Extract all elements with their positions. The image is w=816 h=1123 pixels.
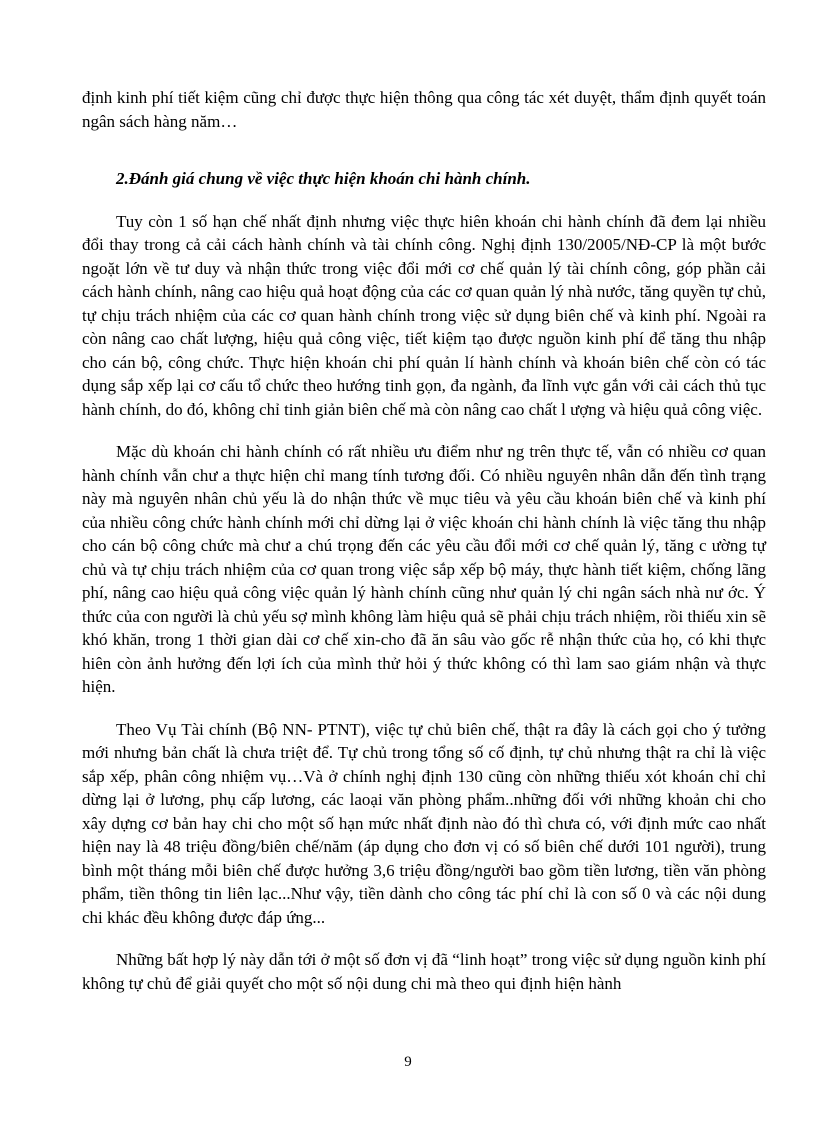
paragraph-4: Những bất hợp lý này dẫn tới ở một số đơn vị đã “linh hoạt” trong việc sử dụng nguồn kinh phí không tự chủ để giải quyết cho một số nội dung chi mà theo qui định hiện hành: [82, 950, 766, 993]
page-number: 9: [404, 1054, 412, 1070]
section-heading: 2.Đánh giá chung về việc thực hiện khoán chi hành chính.: [116, 169, 531, 188]
document-page: [82, 86, 766, 995]
paragraph-1: Tuy còn 1 số hạn chế nhất định nhưng việc thực hiên khoán chi hành chính đã đem lại nhiều đổi thay trong cả cải cách hành chính và tài chính công. Nghị định 130/2005/NĐ-CP là một bước ngoặt lớn về tư duy và nhận thức trong việc đổi mới cơ chế quản lý tài chính công, góp phần cải cách hành chính, nâng cao hiệu quả hoạt động của các cơ quan quản lý nhà nước, tăng quyền tự chủ, tự chịu trách nhiệm của các cơ quan hành chính trong việc sử dụng biên chế và kinh phí. Ngoài ra còn nâng cao chất lượng, hiệu quả công việc, tiết kiệm tạo được nguồn kinh phí để tăng thu nhập cho cán bộ, công chức. Thực hiện khoán chi phí quản lí hành chính và khoán biên chế còn có tác dụng sắp xếp lại cơ cấu tổ chức theo hướng tinh gọn, đa ngành, đa lĩnh vực gắn với cải cách thủ tục hành chính, do đó, không chỉ tinh giản biên chế mà còn nâng cao chất l ượng và hiệu quả công việc.: [82, 211, 766, 419]
paragraph-2: Mặc dù khoán chi hành chính có rất nhiều ưu điểm như ng trên thực tế, vẫn có nhiều cơ quan hành chính vẫn chư a thực hiện chỉ mang tính tương đối. Có nhiều nguyên nhân dẫn đến tình trạng này mà nguyên nhân chủ yếu là do nhận thức về mục tiêu và yêu cầu khoán biên chế và kinh phí của nhiều công chức hành chính mới chỉ dừng lại ở việc khoán chi hành chính là việc tăng thu nhập cho cán bộ công chức mà chư a chú trọng đến các yêu cầu đổi mới cơ chế quản lý, tăng c ường tự chủ và tự chịu trách nhiệm của cơ quan trong việc sắp xếp bộ máy, thực hành tiết kiệm, chống lãng phí, nâng cao hiệu quả công việc quản lý hành chính cũng như quản lý chi ngân sách nhà nư ớc. Ý thức của con người là chủ yếu sợ mình không làm hiệu quả sẽ phải chịu trách nhiệm, rồi thiếu xin sẽ khó khăn, trong 1 thời gian dài cơ chế xin-cho đã ăn sâu vào gốc rễ nhận thức của họ, có khi thực hiên còn ảnh hưởng đến lợi ích của mình thử hỏi ý thức không có thì lam sao giám nhận và thực hiện.: [82, 442, 766, 696]
paragraph-continuation: định kinh phí tiết kiệm cũng chỉ được thực hiện thông qua công tác xét duyệt, thẩm định quyết toán ngân sách hàng năm…: [82, 88, 766, 131]
paragraph-3: Theo Vụ Tài chính (Bộ NN- PTNT), việc tự chủ biên chế, thật ra đây là cách gọi cho ý tưởng mới nhưng bản chất là chưa triệt để. Tự chủ trong tổng số cố định, tự chủ nhưng thật ra chỉ là việc sắp xếp, phân công nhiệm vụ…Và ở chính nghị định 130 cũng còn những thiếu xót khoán chỉ chỉ dừng lại ở lương, phụ cấp lương, các laoại văn phòng phẩm..những đối với những khoản chi cho xây dựng cơ bản hay chi cho một số hạn mức nhất định nào đó thì chưa có, với định mức cao nhất hiện nay là 48 triệu đồng/biên chế/năm (áp dụng cho đơn vị có số biên chế dưới 101 người), trung bình một tháng mỗi biên chế được hưởng 3,6 triệu đồng/người bao gồm tiền lương, tiền văn phòng phẩm, tiền thông tin liên lạc...Như vậy, tiền dành cho công tác phí chỉ là con số 0 và các nội dung chi khác đều không được đáp ứng...: [82, 719, 766, 927]
